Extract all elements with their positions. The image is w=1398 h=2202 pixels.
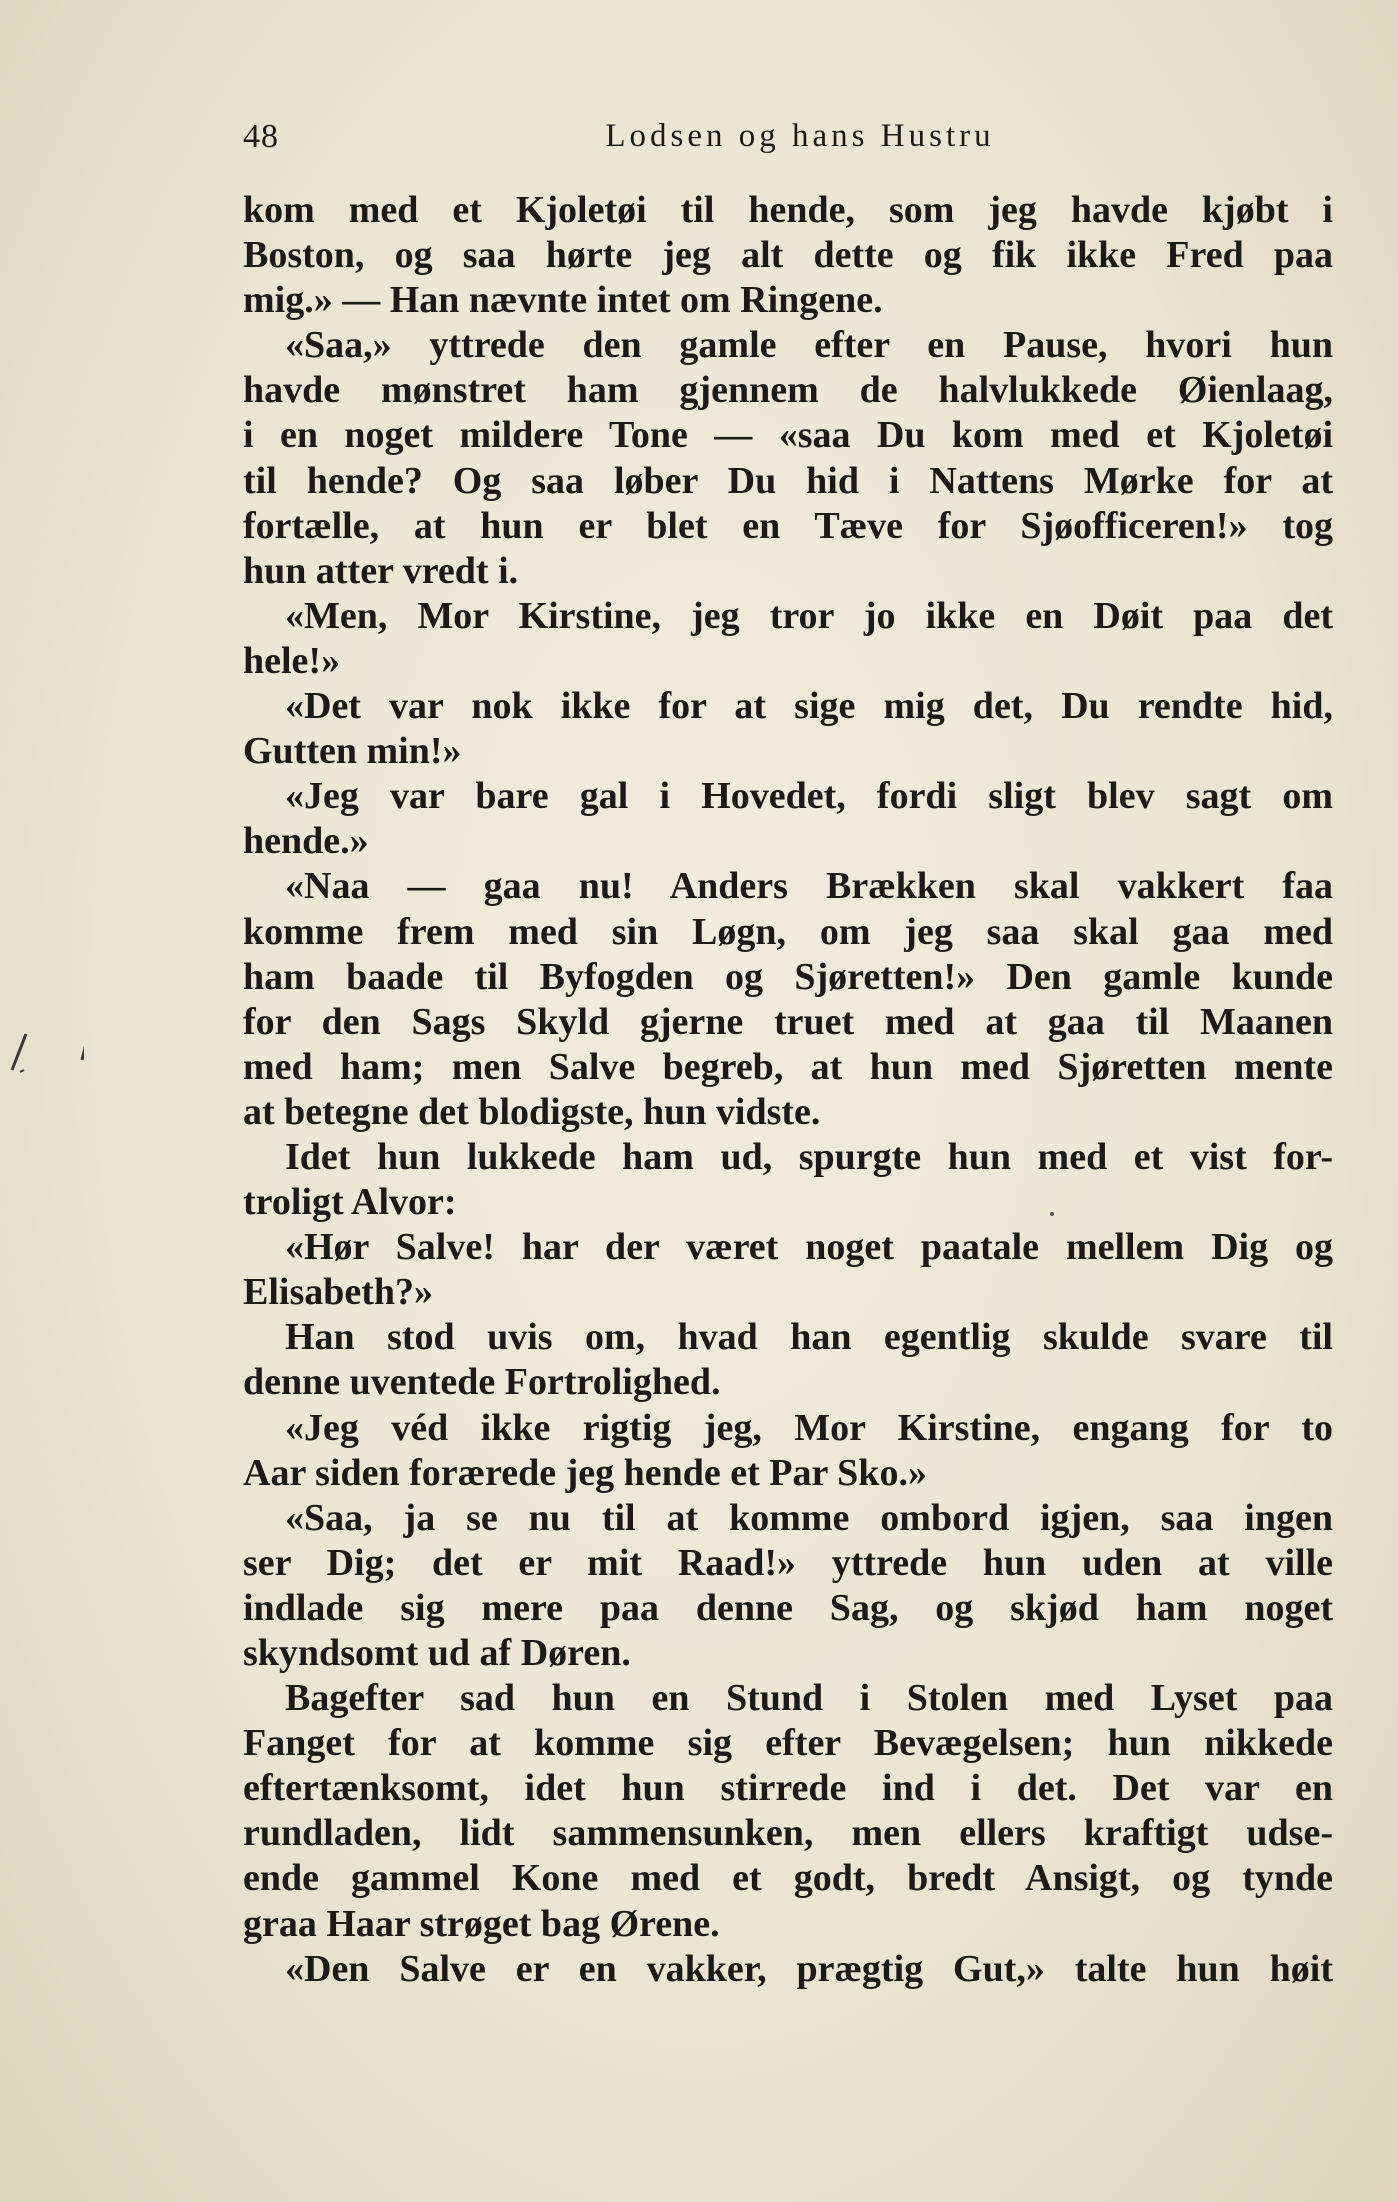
text-line: «Det var nok ikke for at sige mig det, Du rendte hid,: [285, 685, 1333, 728]
text-line: eftertænksomt, idet hun stirrede ind i det. Det var en: [243, 1767, 1333, 1810]
text-line: til hende? Og saa løber Du hid i Nattens Mørke for at: [243, 459, 1333, 502]
text-line: mig.» — Han nævnte intet om Ringene.: [243, 279, 883, 322]
text-line: rundladen, lidt sammensunken, men ellers kraftigt udse-: [243, 1812, 1333, 1855]
text-line: hende.»: [243, 820, 369, 863]
text-line: «Hør Salve! har der været noget paatale mellem Dig og: [285, 1226, 1333, 1269]
text-line: «Den Salve er en vakker, prægtig Gut,» talte hun høit: [285, 1947, 1333, 1990]
text-line: Bagefter sad hun en Stund i Stolen med Lyset paa: [285, 1677, 1333, 1720]
text-line: graa Haar strøget bag Ørene.: [243, 1902, 720, 1945]
text-line: «Naa — gaa nu! Anders Brækken skal vakkert faa: [285, 865, 1333, 908]
text-line: i en noget mildere Tone — «saa Du kom med et Kjoletøi: [243, 414, 1333, 457]
page-number: 48: [243, 118, 279, 155]
text-line: «Jeg véd ikke rigtig jeg, Mor Kirstine, engang for to: [285, 1406, 1333, 1449]
running-title: Lodsen og hans Hustru: [605, 118, 995, 154]
text-line: denne uventede Fortrolighed.: [243, 1361, 721, 1404]
text-line: troligt Alvor:: [243, 1181, 457, 1224]
text-line: ham baade til Byfogden og Sjøretten!» Den gamle kunde: [243, 955, 1333, 998]
text-line: skyndsomt ud af Døren.: [243, 1632, 631, 1674]
text-line: Aar siden forærede jeg hende et Par Sko.»: [243, 1451, 927, 1494]
text-line: «Men, Mor Kirstine, jeg tror jo ikke en Døit paa det: [285, 594, 1333, 637]
text-line: «Saa,» yttrede den gamle efter en Pause, hvori hun: [285, 324, 1333, 367]
text-line: hele!»: [243, 639, 341, 682]
text-line: at betegne det blodigste, hun vidste.: [243, 1090, 821, 1133]
text-line: kom med et Kjoletøi til hende, som jeg havde kjøbt i: [243, 189, 1333, 231]
text-line: Idet hun lukkede ham ud, spurgte hun med et vist for-: [285, 1135, 1333, 1178]
text-line: «Jeg var bare gal i Hovedet, fordi sligt blev sagt om: [285, 775, 1333, 818]
text-line: Boston, og saa hørte jeg alt dette og fik ikke Fred paa: [243, 234, 1333, 277]
text-line: Elisabeth?»: [243, 1271, 434, 1314]
text-line: Han stod uvis om, hvad han egentlig skulde svare til: [285, 1316, 1333, 1359]
pencil-mark-icon: [4, 1010, 84, 1090]
text-line: ende gammel Kone med et godt, bredt Ansigt, og tynde: [243, 1857, 1333, 1900]
text-line: indlade sig mere paa denne Sag, og skjød ham noget: [243, 1586, 1333, 1629]
text-line: fortælle, at hun er blet en Tæve for Sjøofficeren!» tog: [243, 504, 1333, 547]
text-line: komme frem med sin Løgn, om jeg saa skal gaa med: [243, 910, 1333, 953]
ink-speck: [1050, 1212, 1054, 1216]
text-line: hun atter vredt i.: [243, 549, 519, 592]
text-line: for den Sags Skyld gjerne truet med at gaa til Maanen: [243, 1000, 1333, 1043]
text-line: «Saa, ja se nu til at komme ombord igjen, saa ingen: [285, 1496, 1333, 1539]
text-line: ser Dig; det er mit Raad!» yttrede hun uden at ville: [243, 1541, 1333, 1584]
text-line: havde mønstret ham gjennem de halvlukkede Øienlaag,: [243, 369, 1333, 412]
running-head: [243, 118, 1333, 168]
text-line: Fanget for at komme sig efter Bevægelsen; hun nikkede: [243, 1722, 1333, 1765]
text-line: Gutten min!»: [243, 730, 462, 773]
body-text: [243, 188, 1333, 1992]
text-line: med ham; men Salve begreb, at hun med Sjøretten mente: [243, 1045, 1333, 1088]
